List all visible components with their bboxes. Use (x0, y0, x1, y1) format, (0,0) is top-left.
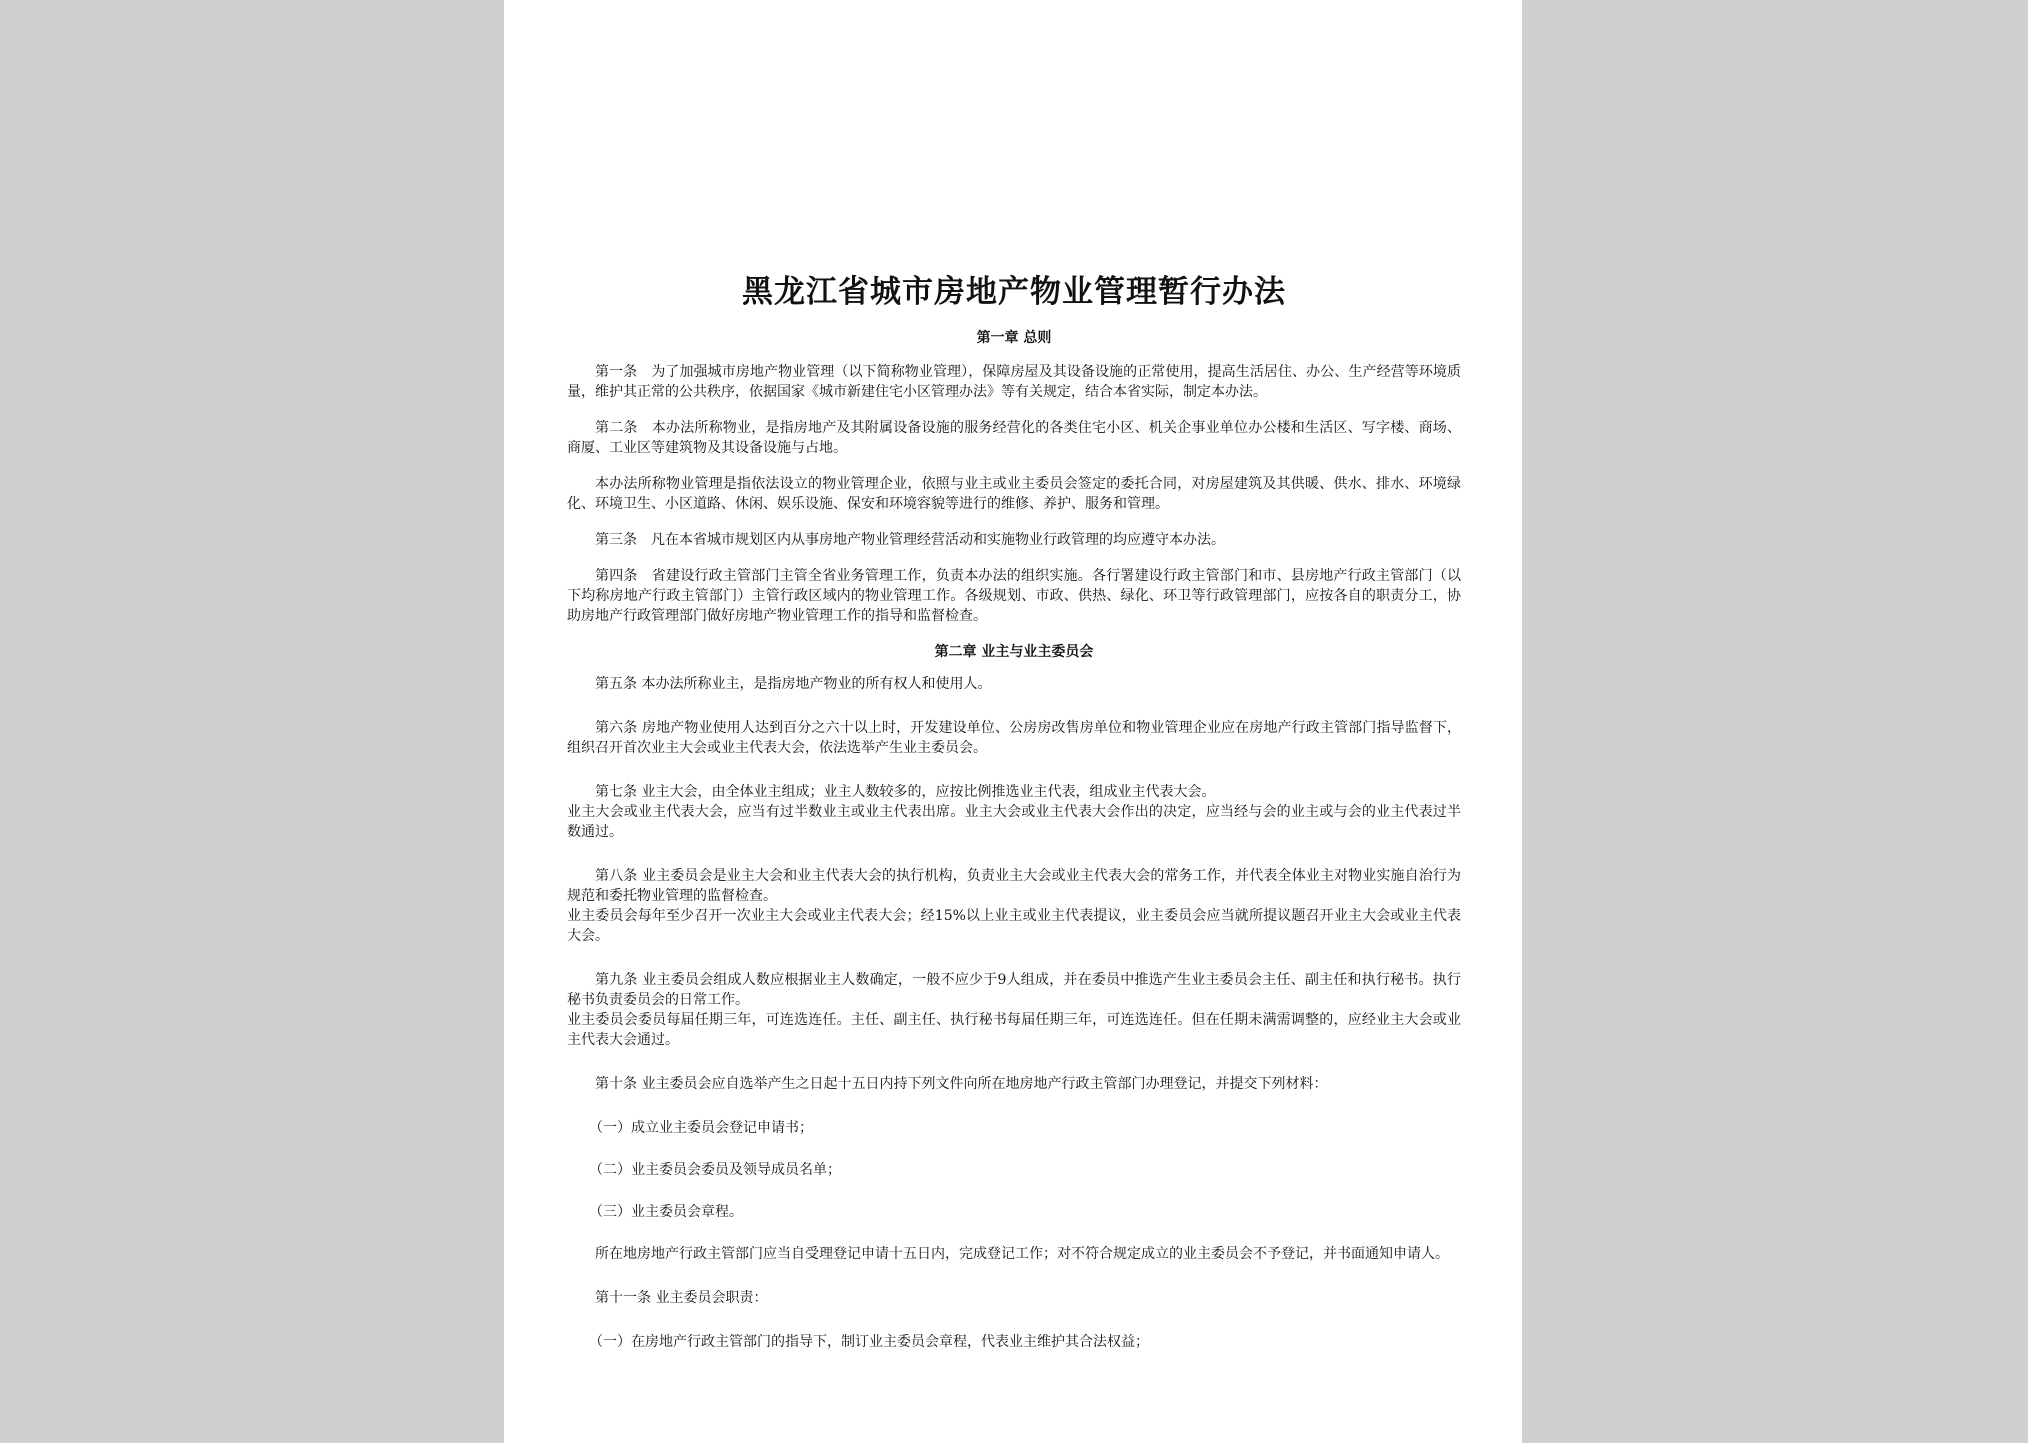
article-8-paragraph-2: 业主委员会每年至少召开一次业主大会或业主代表大会；经15%以上业主或业主代表提议，业主委员会应当就所提议题召开业主大会或业主代表大会。 (567, 908, 1461, 944)
article-3: 第三条 凡在本省城市规划区内从事房地产物业管理经营活动和实施物业行政管理的均应遵守本办法。 (595, 532, 1225, 548)
chapter-heading-1: 第一章 总则 (976, 330, 1052, 346)
article-2-paragraph-2: 本办法所称物业管理是指依法设立的物业管理企业，依照与业主或业主委员会签定的委托合同，对房屋建筑及其供暖、供水、排水、环境绿化、环境卫生、小区道路、休闲、娱乐设施、保安和环境容貌等进行的维修、养护、服务和管理。 (567, 476, 1461, 512)
document-body (567, 270, 1461, 1374)
article-9: 第九条 业主委员会组成人数应根据业主人数确定，一般不应少于9人组成，并在委员中推选产生业主委员会主任、副主任和执行秘书。执行秘书负责委员会的日常工作。 (567, 972, 1461, 1008)
document-title: 黑龙江省城市房地产物业管理暂行办法 (742, 274, 1286, 310)
article-1: 第一条 为了加强城市房地产物业管理（以下简称物业管理），保障房屋及其设备设施的正常使用，提高生活居住、办公、生产经营等环境质量，维护其正常的公共秩序，依据国家《城市新建住宅小区管理办法》等有关规定，结合本省实际，制定本办法。 (567, 364, 1461, 400)
article-6: 第六条 房地产物业使用人达到百分之六十以上时，开发建设单位、公房房改售房单位和物业管理企业应在房地产行政主管部门指导监督下，组织召开首次业主大会或业主代表大会，依法选举产生业主委员会。 (567, 720, 1461, 756)
article-7-paragraph-2: 业主大会或业主代表大会，应当有过半数业主或业主代表出席。业主大会或业主代表大会作出的决定，应当经与会的业主或与会的业主代表过半数通过。 (567, 804, 1461, 840)
article-10-item-3: （三）业主委员会章程。 (589, 1204, 743, 1220)
chapter-heading-2: 第二章 业主与业主委员会 (934, 644, 1094, 660)
article-10-item-2: （二）业主委员会委员及领导成员名单； (589, 1162, 841, 1178)
article-10-item-1: （一）成立业主委员会登记申请书； (589, 1120, 813, 1136)
article-8: 第八条 业主委员会是业主大会和业主代表大会的执行机构，负责业主大会或业主代表大会的常务工作，并代表全体业主对物业实施自治行为规范和委托物业管理的监督检查。 (567, 868, 1461, 904)
article-4: 第四条 省建设行政主管部门主管全省业务管理工作，负责本办法的组织实施。各行署建设行政主管部门和市、县房地产行政主管部门（以下均称房地产行政主管部门）主管行政区域内的物业管理工作。各级规划、市政、供热、绿化、环卫等行政管理部门，应按各自的职责分工，协助房地产行政管理部门做好房地产物业管理工作的指导和监督检查。 (567, 568, 1461, 624)
article-11: 第十一条 业主委员会职责： (595, 1290, 768, 1306)
article-9-paragraph-2: 业主委员会委员每届任期三年，可连选连任。主任、副主任、执行秘书每届任期三年，可连选连任。但在任期未满需调整的，应经业主大会或业主代表大会通过。 (567, 1012, 1461, 1048)
article-10-paragraph-2: 所在地房地产行政主管部门应当自受理登记申请十五日内，完成登记工作；对不符合规定成立的业主委员会不予登记，并书面通知申请人。 (595, 1246, 1449, 1262)
article-11-item-1: （一）在房地产行政主管部门的指导下，制订业主委员会章程，代表业主维护其合法权益； (589, 1334, 1149, 1350)
article-5: 第五条 本办法所称业主，是指房地产物业的所有权人和使用人。 (595, 676, 992, 692)
document-page (504, 0, 1522, 1443)
article-2: 第二条 本办法所称物业，是指房地产及其附属设备设施的服务经营化的各类住宅小区、机关企事业单位办公楼和生活区、写字楼、商场、商厦、工业区等建筑物及其设备设施与占地。 (567, 420, 1461, 456)
article-10: 第十条 业主委员会应自选举产生之日起十五日内持下列文件向所在地房地产行政主管部门办理登记，并提交下列材料： (595, 1076, 1328, 1092)
article-7: 第七条 业主大会，由全体业主组成；业主人数较多的，应按比例推选业主代表，组成业主代表大会。 (595, 784, 1216, 800)
